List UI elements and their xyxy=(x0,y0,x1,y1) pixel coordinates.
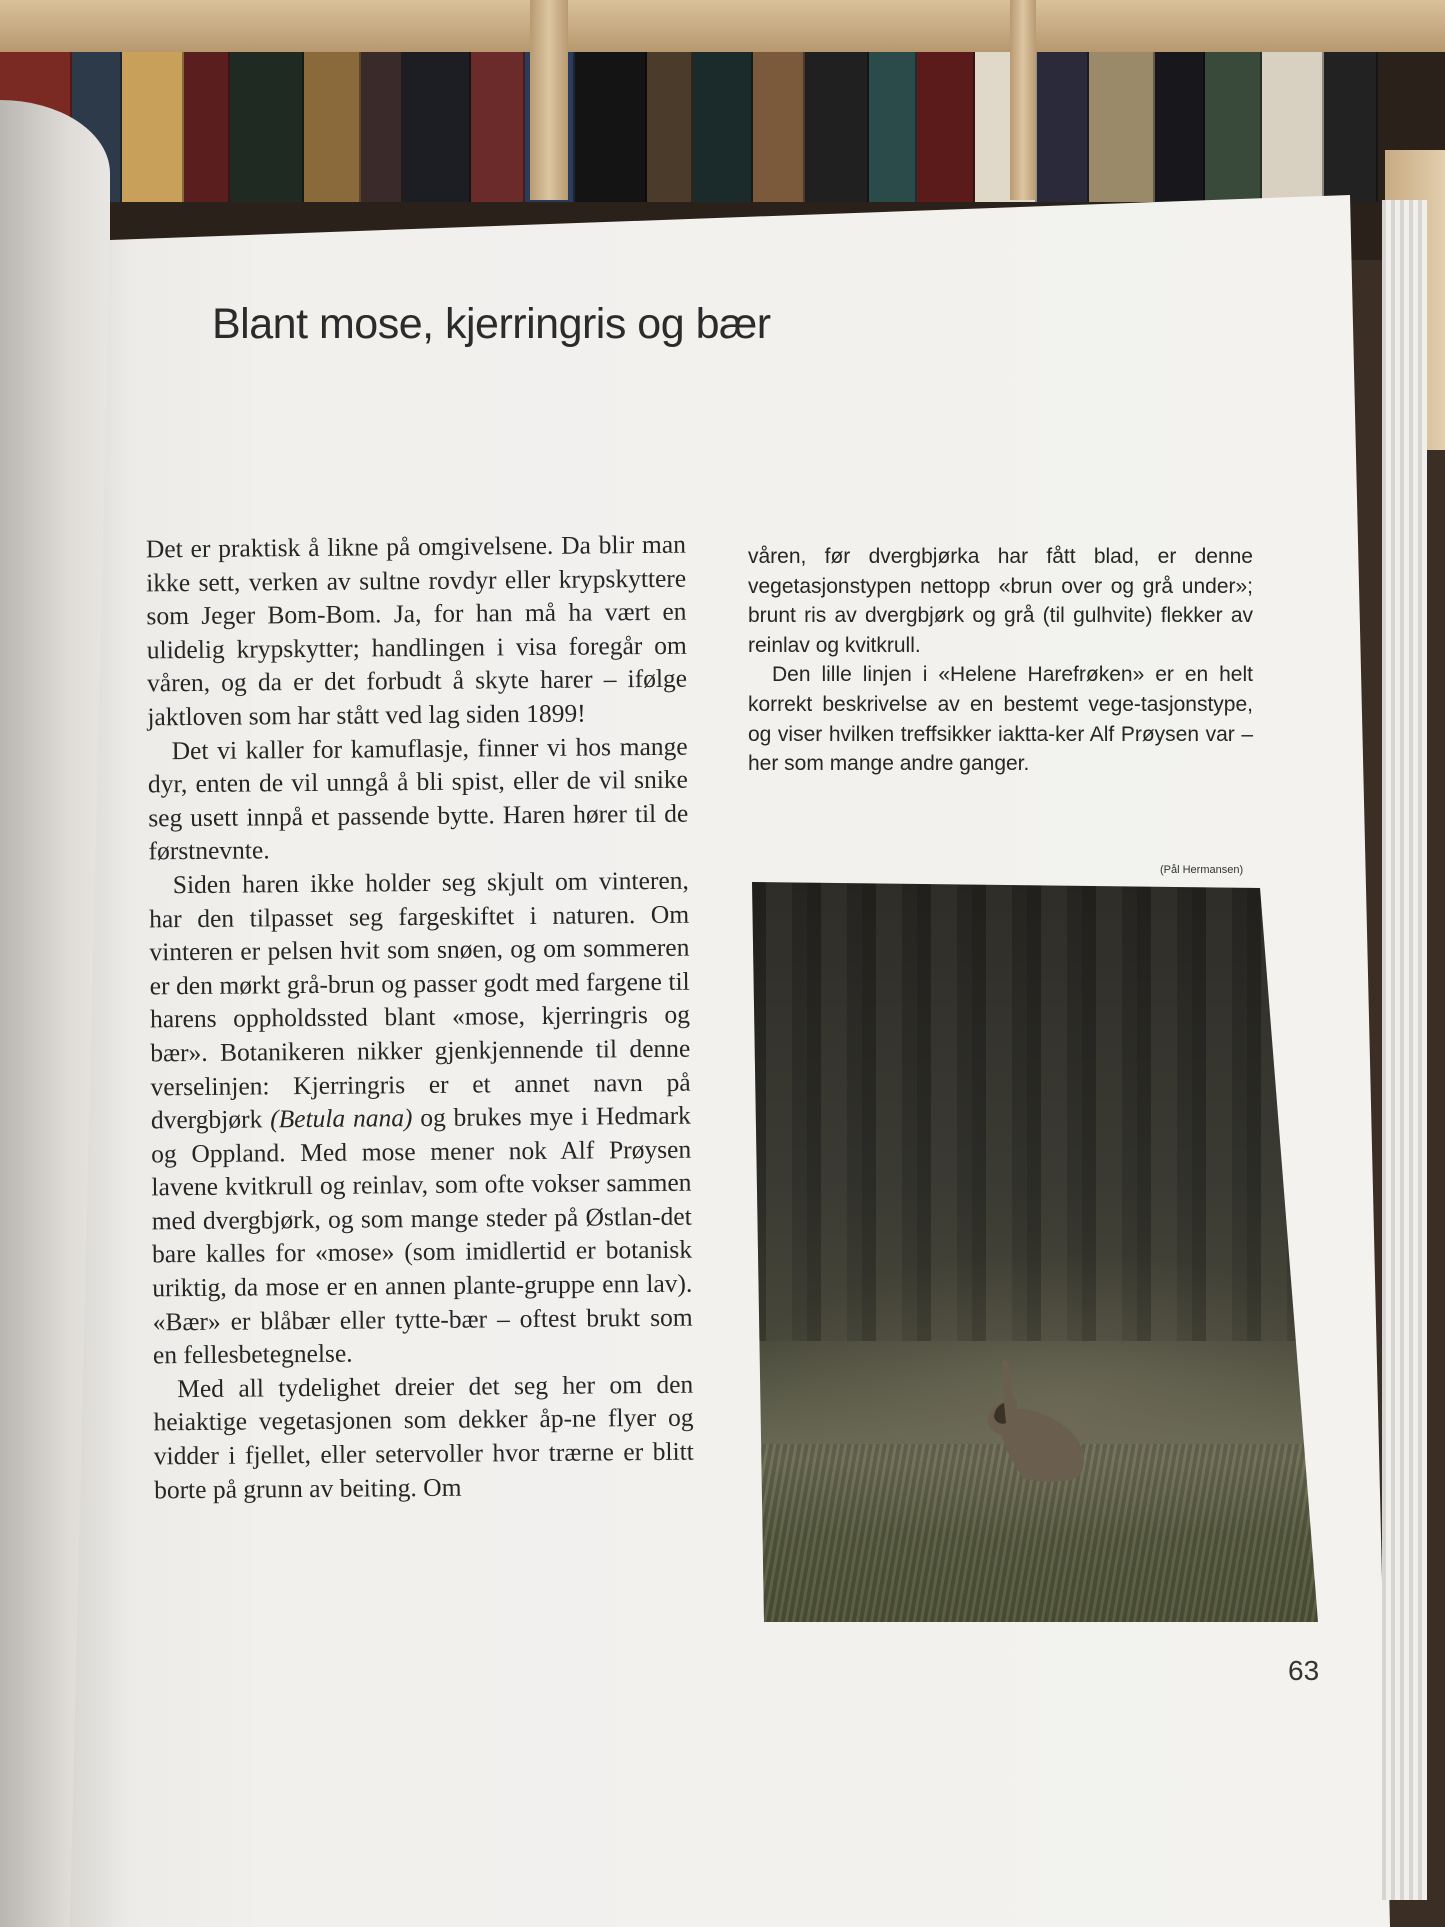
latin-name: (Betula nana) xyxy=(270,1103,413,1134)
shelf-post xyxy=(530,0,568,200)
right-text-column xyxy=(748,542,1253,779)
left-text-column xyxy=(146,528,694,1507)
paragraph-text: og brukes mye i Hedmark og Oppland. Med mose mener nok Alf Prøysen lavene kvitkrull og reinlav, som ofte vokser sammen med dvergbjørk, og som mange steder på Østlan-det bare kalles for «mose» (som imidlertid er botanisk uriktig, da mose er en annen plante-gruppe enn lav). «Bær» er blåbær eller tytte-bær – oftest brukt som en fellesbetegnelse. xyxy=(151,1100,693,1370)
page-title: Blant mose, kjerringris og bær xyxy=(212,300,771,348)
page-number: 63 xyxy=(1288,1655,1320,1686)
page-edges xyxy=(1382,200,1427,1900)
hare-photo xyxy=(752,882,1318,1622)
paragraph-text: Siden haren ikke holder seg skjult om vinteren, har den tilpasset seg fargeskiftet i naturen. Om vinteren er pelsen hvit som snøen, og om sommeren er den mørkt grå-brun og passer godt med fargene til harens oppholdssted blant «mose, kjerringris og bær». Botanikeren nikker gjenkjennende til denne verselinjen: Kjerringris er et annet navn på dvergbjørk xyxy=(149,865,691,1135)
book-spines xyxy=(0,52,1445,202)
paragraph: våren, før dvergbjørka har fått blad, er denne vegetasjonstypen nettopp «brun over og grå under»; brunt ris av dvergbjørk og grå (til gulhvite) flekker av reinlav og kvitkrull. xyxy=(748,545,1253,657)
forest-background xyxy=(752,882,1318,1341)
paragraph xyxy=(149,864,693,1373)
paragraph: Med all tydelighet dreier det seg her om den heiaktige vegetasjonen som dekker åp-ne flyer og vidder i fjellet, eller setervoller hvor trærne er blitt borte på grunn av beiting. Om xyxy=(153,1369,694,1504)
paragraph: Det er praktisk å likne på omgivelsene. Da blir man ikke sett, verken av sultne rovdyr eller krypskyttere som Jeger Bom-Bom. Ja, for han må ha vært en ulidelig krypskytter; handlingen i visa foregår om våren, og da er det forbudt å skyte harer – ifølge jaktloven som har stått ved lag siden 1899! xyxy=(145,529,688,732)
hare-silhouette xyxy=(972,1357,1102,1492)
paragraph: Det vi kaller for kamuflasje, finner vi hos mange dyr, enten de vil unngå å bli spist, eller de vil snike seg usett innpå et passende bytte. Haren hører til de førstnevnte. xyxy=(147,731,689,866)
paragraph: Den lille linjen i «Helene Harefrøken» er en helt korrekt beskrivelse av en bestemt vege-tasjonstype, og viser hvilken treffsikker iaktta-ker Alf Prøysen var – her som mange andre ganger. xyxy=(748,663,1253,776)
shelf-board xyxy=(0,0,1445,52)
photo-credit: (Pål Hermansen) xyxy=(1160,864,1244,876)
shelf-post xyxy=(1010,0,1036,200)
